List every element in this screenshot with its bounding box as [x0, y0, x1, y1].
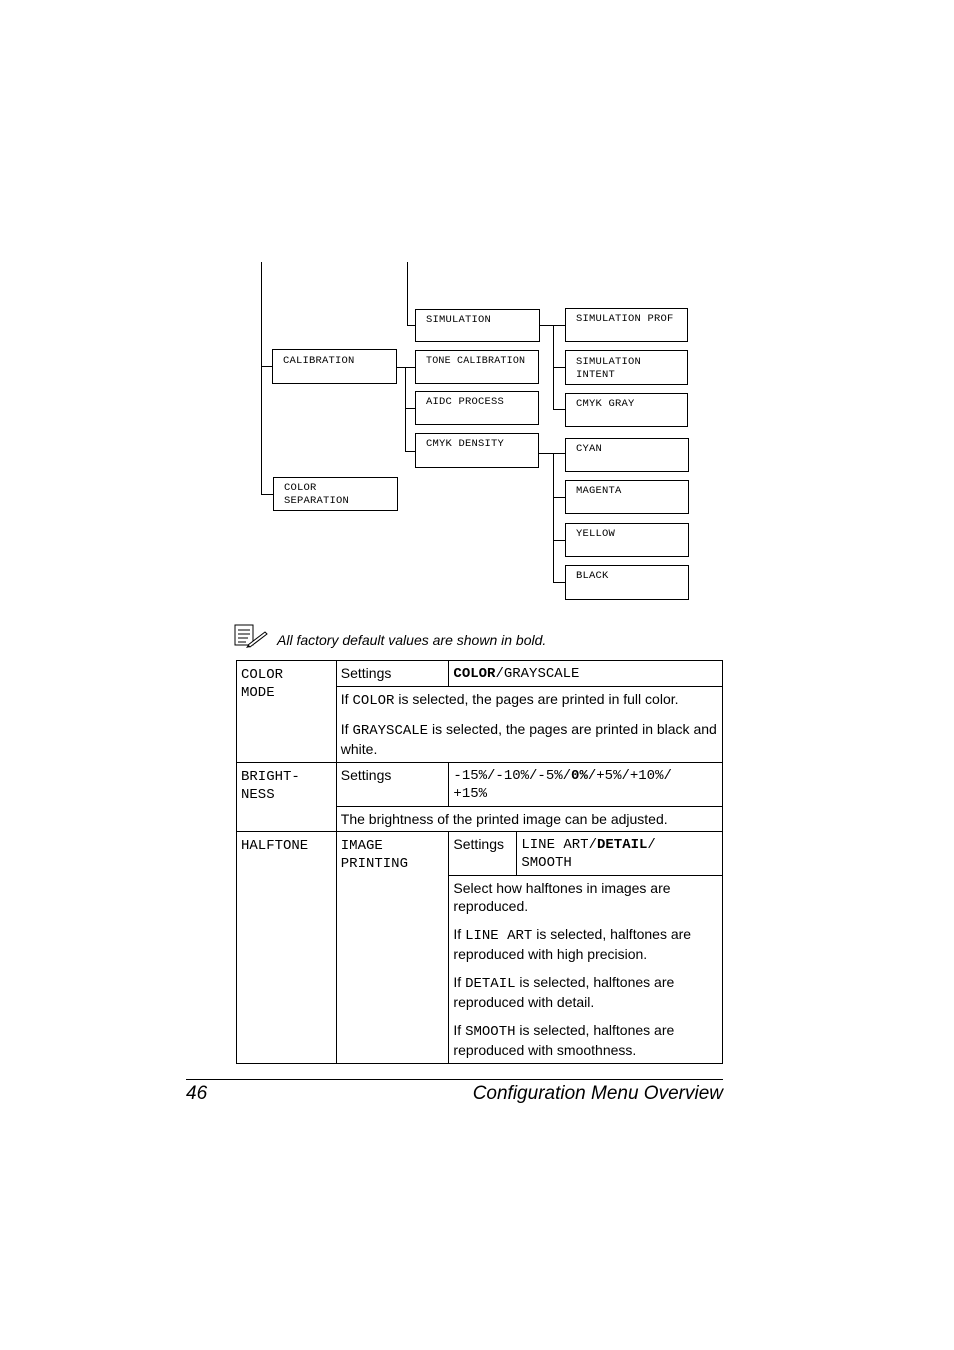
- tree-line: [553, 497, 565, 498]
- default-value: 0%: [571, 768, 588, 784]
- table-row: [237, 832, 723, 876]
- tree-line: [405, 451, 415, 452]
- description-paragraph: If COLOR is selected, the pages are printed in full color.: [340, 691, 679, 709]
- settings-value-brightness: -15%/-10%/-5%/0%/+5%/+10%/ +15%: [449, 763, 723, 807]
- settings-table: [236, 660, 723, 1064]
- page-number: 46: [186, 1083, 208, 1104]
- description-brightness: The brightness of the printed image can be adjusted.: [336, 807, 722, 832]
- footer-rule: [186, 1079, 723, 1080]
- menu-box-color-separation: COLOR SEPARATION: [273, 477, 398, 511]
- tree-line: [405, 408, 415, 409]
- menu-box-yellow: YELLOW: [565, 523, 689, 557]
- settings-value-halftone: LINE ART/DETAIL/ SMOOTH: [517, 832, 723, 876]
- menu-box-black: BLACK: [565, 565, 689, 600]
- menu-box-cmyk-gray: CMYK GRAY: [565, 393, 688, 427]
- tree-line: [553, 582, 565, 583]
- other-values: /GRAYSCALE: [495, 666, 580, 682]
- tree-line: [553, 367, 565, 368]
- menu-box-simulation-intent: SIMULATION INTENT: [565, 350, 688, 385]
- description-paragraph: Select how halftones in images are reproduced.: [453, 880, 671, 914]
- tree-line: [261, 262, 262, 495]
- tree-line: [553, 453, 554, 583]
- note-text: All factory default values are shown in bold.: [277, 632, 547, 648]
- tree-line: [539, 453, 565, 454]
- tree-line: [405, 367, 406, 452]
- settings-label: Settings: [449, 832, 517, 876]
- page-footer-title: Configuration Menu Overview: [472, 1083, 723, 1104]
- description-color-mode: [336, 687, 722, 763]
- tree-line: [553, 409, 565, 410]
- description-paragraph: If LINE ART is selected, halftones are reproduced with high precision.: [453, 926, 692, 962]
- menu-box-magenta: MAGENTA: [565, 480, 689, 514]
- settings-label: Settings: [336, 661, 449, 687]
- tree-line: [553, 540, 565, 541]
- tree-line: [407, 325, 415, 326]
- table-row: [237, 661, 723, 687]
- note-pencil-icon: [234, 624, 268, 648]
- tree-line: [407, 262, 408, 326]
- description-paragraph: If SMOOTH is selected, halftones are reproduced with smoothness.: [453, 1022, 675, 1058]
- row-key-brightness: BRIGHT- NESS: [237, 763, 337, 832]
- menu-box-simulation-prof: SIMULATION PROF: [565, 308, 688, 342]
- row-key-color-mode: COLOR MODE: [237, 661, 337, 763]
- menu-box-aidc-process: AIDC PROCESS: [415, 391, 539, 425]
- menu-box-cmyk-density: CMYK DENSITY: [415, 433, 539, 468]
- description-halftone: [449, 876, 723, 1064]
- note: [234, 624, 654, 650]
- tree-line: [261, 494, 273, 495]
- default-value: COLOR: [453, 666, 496, 682]
- description-paragraph: If DETAIL is selected, halftones are reproduced with detail.: [453, 974, 675, 1010]
- table-row: [237, 763, 723, 807]
- menu-box-calibration: CALIBRATION: [272, 349, 397, 384]
- menu-box-simulation: SIMULATION: [415, 309, 540, 342]
- default-value: DETAIL: [596, 837, 648, 853]
- description-paragraph: If GRAYSCALE is selected, the pages are printed in black and white.: [340, 721, 717, 757]
- menu-box-tone-calibration: TONE CALIBRATION: [415, 350, 539, 384]
- menu-box-cyan: CYAN: [565, 438, 689, 472]
- settings-value-color-mode: [449, 661, 723, 687]
- row-key-halftone: HALFTONE: [237, 832, 337, 1064]
- settings-label: Settings: [336, 763, 449, 807]
- tree-line: [397, 367, 415, 368]
- row-subkey-image-printing: IMAGE PRINTING: [336, 832, 449, 1064]
